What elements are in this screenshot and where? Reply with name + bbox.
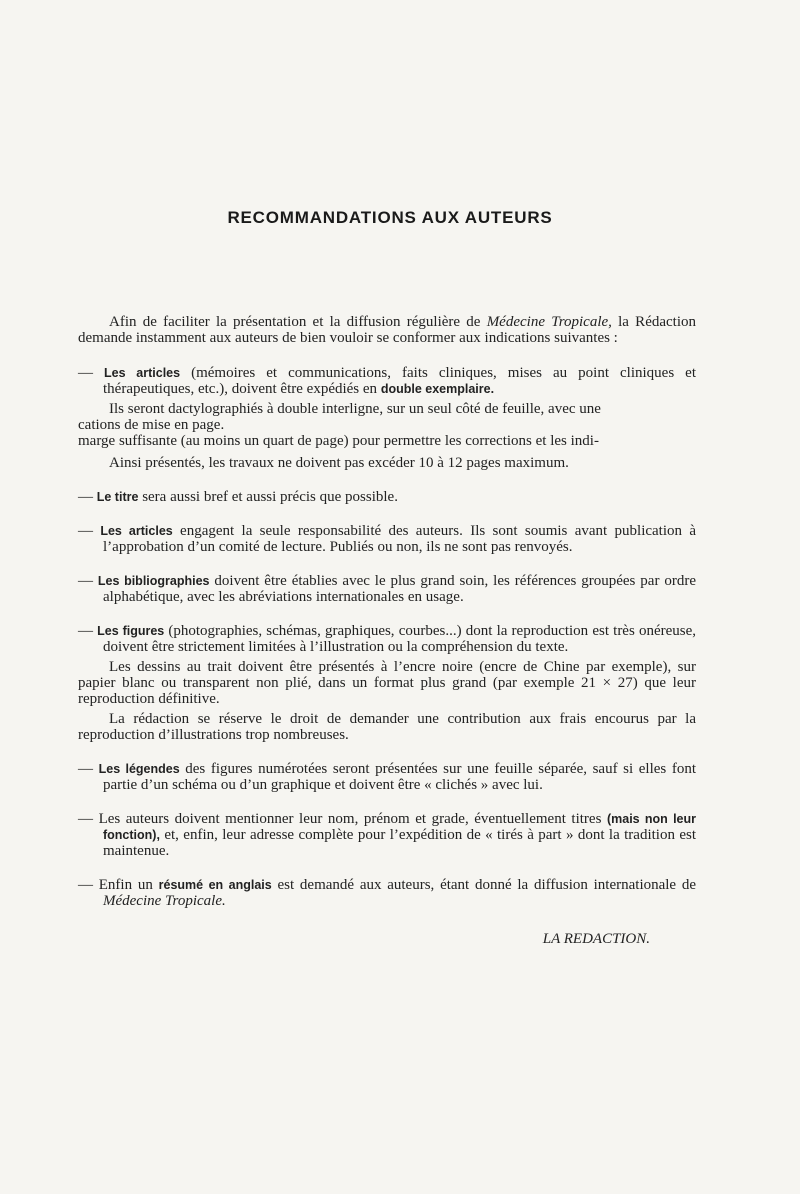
journal-name: Médecine Tropicale. <box>103 893 226 909</box>
typing-paragraph-line: marge suffisante (au moins un quart de page) pour permettre les corrections et les indi- <box>78 433 599 449</box>
keyword: Les bibliographies <box>97 574 210 588</box>
item-text: (mémoires et communications, faits cliniques, mises au point cliniques et thérapeutiques, etc.), doivent être expédiés en <box>103 365 697 397</box>
keyword: Les légendes <box>98 762 180 776</box>
dash: — <box>78 623 98 639</box>
item-text: des figures numérotées seront présentées sur une feuille séparée, sauf si elles font partie d’un schéma ou d’un graphique et doivent être « clichés » avec lui. <box>103 761 697 793</box>
intro-text: Afin de faciliter la présentation et la diffusion régulière de <box>109 314 487 330</box>
dash: — <box>78 489 97 505</box>
dash: — <box>78 811 99 827</box>
document-body <box>78 314 696 947</box>
dash: — <box>78 365 105 381</box>
keyword: Le titre <box>96 490 139 504</box>
title-item <box>78 489 696 505</box>
keyword: Les figures <box>97 624 165 638</box>
contribution-paragraph: La rédaction se réserve le droit de demander une contribution aux frais encourus par la reproduction d’illustrations trop nombreuses. <box>78 711 696 743</box>
intro-paragraph <box>78 314 696 346</box>
journal-name: Médecine Tropicale, <box>486 314 612 330</box>
item-text: Enfin un <box>98 877 159 893</box>
keyword: Les articles <box>100 524 173 538</box>
intro-text-end: la Rédaction demande instamment aux auteurs de bien vouloir se conformer aux indications suivantes : <box>78 314 696 346</box>
length-paragraph: Ainsi présentés, les travaux ne doivent pas excéder 10 à 12 pages maximum. <box>109 455 569 471</box>
figures-item <box>78 623 696 655</box>
dash: — <box>78 573 98 589</box>
authors-item <box>78 811 696 859</box>
item-text: (photographies, schémas, graphiques, courbes...) dont la reproduction est très onéreuse, doivent être strictement limitées à l’illustration ou la compréhension du texte. <box>103 623 697 655</box>
dash: — <box>78 761 99 777</box>
signature: LA REDACTION. <box>542 931 650 947</box>
typing-paragraph-line: cations de mise en page. <box>78 417 225 433</box>
keyword: résumé en anglais <box>158 878 272 892</box>
legends-item <box>78 761 696 793</box>
bibliography-item <box>78 573 696 605</box>
responsibility-item <box>78 523 696 555</box>
typing-paragraph: Ils seront dactylographiés à double interligne, sur un seul côté de feuille, avec une <box>109 401 601 417</box>
item-text: engagent la seule responsabilité des auteurs. Ils sont soumis avant publication à l’approbation d’un comité de lecture. Publiés ou non, ils ne sont pas renvoyés. <box>103 523 696 555</box>
item-text-mid: est demandé aux auteurs, étant donné la diffusion internationale de <box>271 877 697 893</box>
item-text: sera aussi bref et aussi précis que possible. <box>138 489 398 505</box>
articles-item <box>78 365 696 397</box>
item-text: doivent être établies avec le plus grand soin, les références groupées par ordre alphabétique, avec les abréviations internationales en usage. <box>103 573 696 605</box>
dash: — <box>78 877 99 893</box>
drawings-paragraph: Les dessins au trait doivent être présentés à l’encre noire (encre de Chine par exemple), sur papier blanc ou transparent non plié, dans un format plus grand (par exemple 21 × 27) que leur reproduction définitive. <box>78 659 696 707</box>
item-text: Les auteurs doivent mentionner leur nom, prénom et grade, éventuellement titres <box>98 811 607 827</box>
keyword: (mais non leur fonction), <box>103 812 697 842</box>
summary-item <box>78 877 696 909</box>
keyword: Les articles <box>104 366 181 380</box>
dash: — <box>78 523 101 539</box>
keyword: double exemplaire. <box>380 382 495 396</box>
page-title: RECOMMANDATIONS AUX AUTEURS <box>227 208 553 227</box>
item-text-end: et, enfin, leur adresse complète pour l’expédition de « tirés à part » dont la tradition est maintenue. <box>103 827 696 859</box>
